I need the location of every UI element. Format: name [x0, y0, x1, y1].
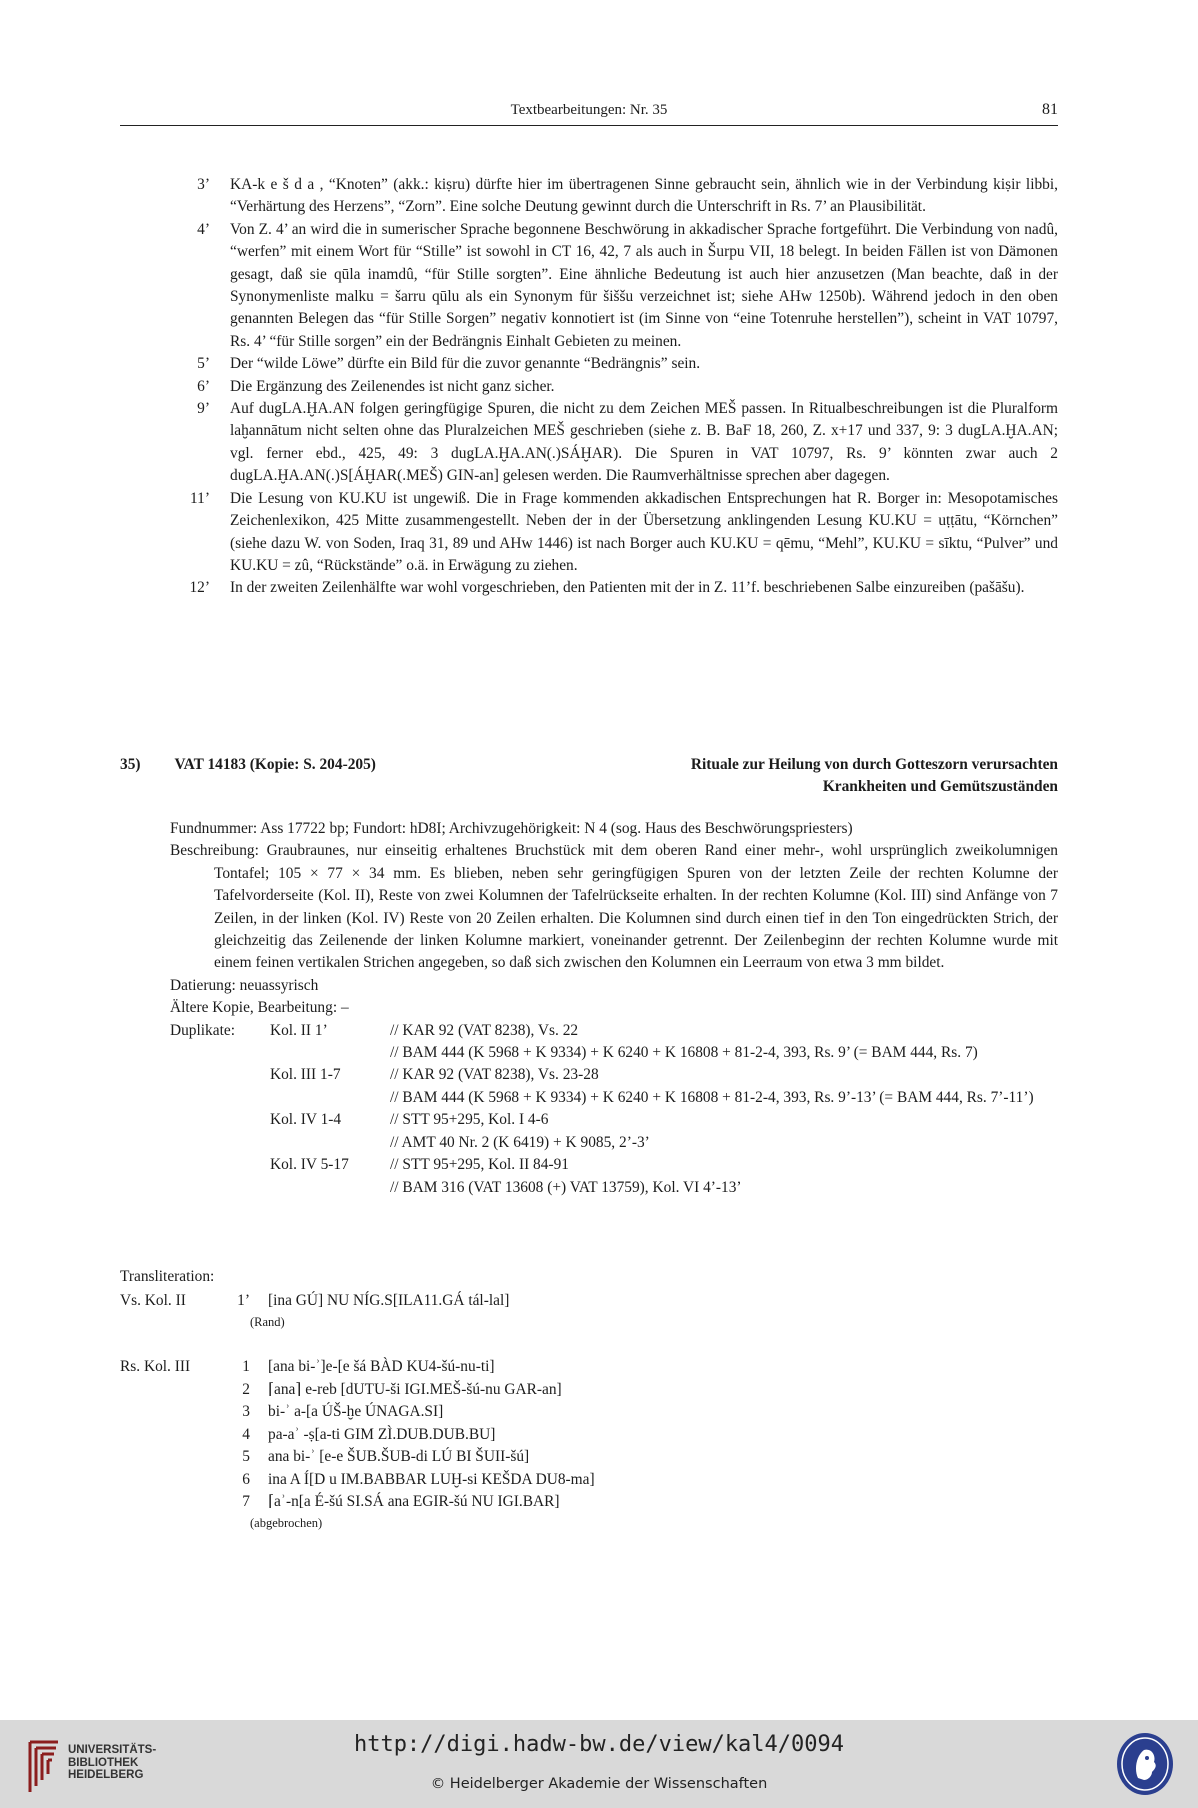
tablet-metadata: [170, 818, 1058, 1199]
line-number: 1: [242, 1358, 250, 1375]
transliteration-line: [120, 1491, 1058, 1514]
duplicate-row: [170, 1177, 1058, 1199]
transliteration-line: [120, 1469, 1058, 1492]
commentary-item: [120, 488, 1058, 578]
commentary-item: [120, 376, 1058, 398]
entry-subject-line: Krankheiten und Gemütszuständen: [822, 778, 1058, 795]
line-number: 4: [242, 1425, 250, 1443]
duplicate-row: [170, 1087, 1058, 1109]
transliteration-reverse: [120, 1356, 1058, 1532]
viewer-footer: [0, 1720, 1198, 1808]
duplicate-reference: // KAR 92 (VAT 8238), Vs. 22: [390, 1021, 579, 1039]
duplicate-reference: // BAM 444 (K 5968 + K 9334) + K 6240 + K 16808 + 81-2-4, 393, Rs. 9’ (= BAM 444, Rs. 7): [390, 1044, 978, 1062]
duplicate-column: Kol. IV 1-4: [270, 1111, 342, 1129]
line-text: ⌈aʾ-n[a É-šú SI.SÁ ana EGIR-šú NU IGI.BAR]: [268, 1493, 560, 1510]
line-text: ana bi-ʾ [e-e ŠUB.ŠUB-di LÚ BI ŠUII-šú]: [268, 1448, 530, 1465]
commentary-line-number: 5’: [197, 355, 210, 373]
entry-subject: [538, 754, 1058, 798]
transliteration-obverse: [120, 1290, 1058, 1331]
duplicate-reference: // AMT 40 Nr. 2 (K 6419) + K 9085, 2’-3’: [390, 1133, 650, 1151]
running-head: Textbearbeitungen: Nr. 35: [510, 102, 668, 118]
duplicate-row: [170, 1020, 1058, 1042]
duplicate-column: Kol. IV 5-17: [270, 1156, 349, 1174]
aeltere-kopie: Ältere Kopie, Bearbeitung: –: [170, 999, 349, 1017]
copyright-notice: © Heidelberger Akademie der Wissenschaften: [430, 1776, 768, 1792]
commentary-text: KA-k e š d a , “Knoten” (akk.: kiṣru) dürfte hier im übertragenen Sinne gebraucht sein, ähnlich wie in der Verbindung kiṣir libbi, “Verhärtung des Herzens”, “Zorn”. Eine solche Deutung gewinnt durch die Unterschrift in Rs. 7’ an Plausibilität.: [230, 176, 1058, 216]
duplicate-column: Kol. III 1-7: [270, 1066, 341, 1084]
duplicate-reference: // BAM 444 (K 5968 + K 9334) + K 6240 + K 16808 + 81-2-4, 393, Rs. 9’-13’ (= BAM 444, Rs. 7’-11’): [390, 1088, 1034, 1106]
commentary-item: [120, 398, 1058, 488]
transliteration-line: [120, 1424, 1058, 1447]
duplicate-column: Kol. II 1’: [270, 1021, 328, 1039]
duplicate-reference: // BAM 316 (VAT 13608 (+) VAT 13759), Kol. VI 4’-13’: [390, 1178, 742, 1196]
academy-seal-icon: [1114, 1730, 1176, 1798]
entry-subject-line: Rituale zur Heilung von durch Gotteszorn verursachten: [690, 756, 1058, 773]
library-name-line: HEIDELBERG: [68, 1769, 144, 1781]
commentary-text: In der zweiten Zeilenhälfte war wohl vorgeschrieben, den Patienten mit der in Z. 11’f. beschriebenen Salbe einzureiben (pašāšu).: [230, 579, 1025, 597]
beschreibung: Beschreibung: Graubraunes, nur einseitig erhaltenes Bruchstück mit dem oberen Rand einer mehr-, wohl ursprünglich zweikolumnigen Tontafel; 105 × 77 × 34 mm. Es blieben, neben sehr geringfügigen Spuren von der letzten Zeile der rechten Kolumne der Tafelvorderseite (Kol. II), Reste von zwei Kolumnen der Tafelrückseite erhalten. In der rechten Kolumne (Kol. III) sind Anfänge von 7 Zeilen, in der linken (Kol. IV) Reste von 20 Zeilen erhalten. Die Kolumnen sind durch einen tief in den Ton eingedrückten Strich, der gleichzeitig das Zeilenende der linken Kolumne markiert, voneinander getrennt. Der Zeilenbeginn der rechten Kolumne wurde mit einem feinen vertikalen Strichen angegeben, so daß sich zwischen den Kolumnen ein Leerraum von etwa 3 mm bildet.: [170, 842, 1058, 972]
duplicate-row: [170, 1154, 1058, 1176]
commentary-text: Die Ergänzung des Zeilenendes ist nicht ganz sicher.: [230, 377, 555, 395]
commentary-line-number: 12’: [189, 579, 210, 597]
duplicate-reference: // KAR 92 (VAT 8238), Vs. 23-28: [390, 1066, 599, 1084]
line-text: ina A Í[D u IM.BABBAR LUḪ-si KEŠDA DU8-ma]: [268, 1470, 595, 1488]
commentary-item: [120, 174, 1058, 219]
transliteration-line: [120, 1379, 1058, 1402]
line-number: 7: [242, 1493, 250, 1510]
commentary-line-number: 11’: [190, 489, 210, 507]
duplicate-row: [170, 1042, 1058, 1064]
line-text: pa-aʾ -ṣ[a-ti GIM ZÌ.DUB.DUB.BU]: [268, 1425, 496, 1443]
line-number: 6: [242, 1470, 250, 1488]
transliteration-line: [120, 1290, 1058, 1313]
commentary-text: Von Z. 4’ an wird die in sumerischer Sprache begonnene Beschwörung in akkadischer Sprache fortgeführt. Die Verbindung von nadû, “werfen” mit einem Wort für “Stille” ist sowohl in CT 16, 42, 7 als auch in Šurpu VII, 18 belegt. In beiden Fällen ist von Dämonen gesagt, daß sie qūla inamdû, “für Stille sorgten”. Eine ähnliche Bedeutung ist auch hier anzusetzen (Man beachte, daß in der Synonymenliste malku = šarru qūlu als ein Synonym für šiššu verzeichnet ist; siehe AHw 1250b). Während jedoch in den oben genannten Belegen das “für Stille Sorgen” negativ konnotiert ist (im Sinne von “eine Totenruhe herstellen”), scheint in VAT 10797, Rs. 4’ “für Stille sorgen” ein der Bedrängnis Einhalt Gebieten zu meinen.: [230, 220, 1058, 350]
duplicate-row: [170, 1109, 1058, 1131]
fundnummer: Fundnummer: Ass 17722 bp; Fundort: hD8I; Archivzugehörigkeit: N 4 (sog. Haus des Beschwörungspriesters): [170, 820, 853, 837]
edge-note: (Rand): [250, 1314, 285, 1329]
line-number: 1’: [237, 1292, 250, 1309]
datierung: Datierung: neuassyrisch: [170, 976, 319, 994]
duplikate-label: Duplikate:: [170, 1021, 235, 1039]
library-name-line: BIBLIOTHEK: [68, 1756, 139, 1769]
library-name-line: UNIVERSITÄTS-: [68, 1744, 157, 1756]
duplikate: [170, 1020, 1058, 1199]
entry-title: VAT 14183 (Kopie: S. 204-205): [174, 756, 376, 773]
transliteration-label: Transliteration:: [120, 1268, 215, 1285]
line-number: 5: [242, 1448, 250, 1465]
column-label: Rs. Kol. III: [120, 1358, 191, 1375]
permalink-url[interactable]: http://digi.hadw-bw.de/view/kal4/0094: [353, 1732, 845, 1757]
commentary-list: [120, 174, 1058, 600]
commentary-text: Auf dugLA.ḪA.AN folgen geringfügige Spuren, die nicht zu dem Zeichen MEŠ passen. In Ritualbeschreibungen ist die Pluralform laḫannātum nicht selten ohne das Pluralzeichen MEŠ geschrieben (siehe z. B. BaF 18, 260, Z. x+17 und 337, 9: 3 dugLA.ḪA.AN; vgl. ferner ebd., 425, 49: 3 dugLA.ḪA.AN(.)SÁḪAR). Die Spuren in VAT 10797, Rs. 9’ könnten zwar auch 2 dugLA.ḪA.AN(.)S[ÁḪAR(.MEŠ) GIN-an] gelesen werden. Die Raumverhältnisse sprechen aber dagegen.: [230, 400, 1058, 485]
commentary-line-number: 6’: [197, 377, 210, 395]
commentary-line-number: 9’: [197, 400, 210, 418]
duplicate-row: [170, 1064, 1058, 1086]
duplicate-reference: // STT 95+295, Kol. II 84-91: [390, 1156, 569, 1174]
duplicate-row: [170, 1132, 1058, 1154]
line-text: ⌈ana⌉ e-reb [dUTU-ši IGI.MEŠ-šú-nu GAR-an]: [268, 1380, 562, 1398]
line-text: bi-ʾ a-[a ÚŠ-ḫe ÚNAGA.SI]: [268, 1403, 444, 1420]
transliteration-line: [120, 1446, 1058, 1469]
commentary-item: [120, 577, 1058, 599]
transliteration-line: [120, 1401, 1058, 1424]
commentary-text: Der “wilde Löwe” dürfte ein Bild für die zuvor genannte “Bedrängnis” sein.: [230, 355, 701, 373]
line-text: [ina GÚ] NU NÍG.S[ILA11.GÁ tál-lal]: [268, 1292, 510, 1309]
transliteration-line: [120, 1356, 1058, 1379]
page-number: 81: [1042, 101, 1058, 118]
edge-note: (abgebrochen): [250, 1515, 323, 1530]
commentary-line-number: 4’: [197, 220, 210, 238]
entry-title-group: [120, 754, 410, 776]
header-rule: [120, 125, 1058, 126]
commentary-item: [120, 219, 1058, 353]
duplicate-reference: // STT 95+295, Kol. I 4-6: [390, 1111, 549, 1129]
commentary-item: [120, 353, 1058, 375]
line-number: 2: [242, 1380, 250, 1398]
commentary-text: Die Lesung von KU.KU ist ungewiß. Die in Frage kommenden akkadischen Entsprechungen hat R. Borger in: Mesopotamisches Zeichenlexikon, 425 Mitte zusammengestellt. Neben der in der Übersetzung anklingenden Lesung KU.KU = uṭṭātu, “Körnchen” (siehe dazu W. von Soden, Iraq 31, 89 und AHw 1446) ist nach Borger auch KU.KU = qēmu, “Mehl”, KU.KU = sīktu, “Pulver” und KU.KU = zû, “Rückstände” o.ä. in Erwägung zu ziehen.: [230, 489, 1058, 574]
line-text: [ana bi-ʾ]e-[e šá BÀD KU4-šú-nu-ti]: [268, 1358, 495, 1375]
column-label: Vs. Kol. II: [120, 1292, 186, 1309]
commentary-line-number: 3’: [197, 176, 210, 193]
entry-number: 35): [120, 756, 141, 773]
line-number: 3: [242, 1403, 250, 1420]
